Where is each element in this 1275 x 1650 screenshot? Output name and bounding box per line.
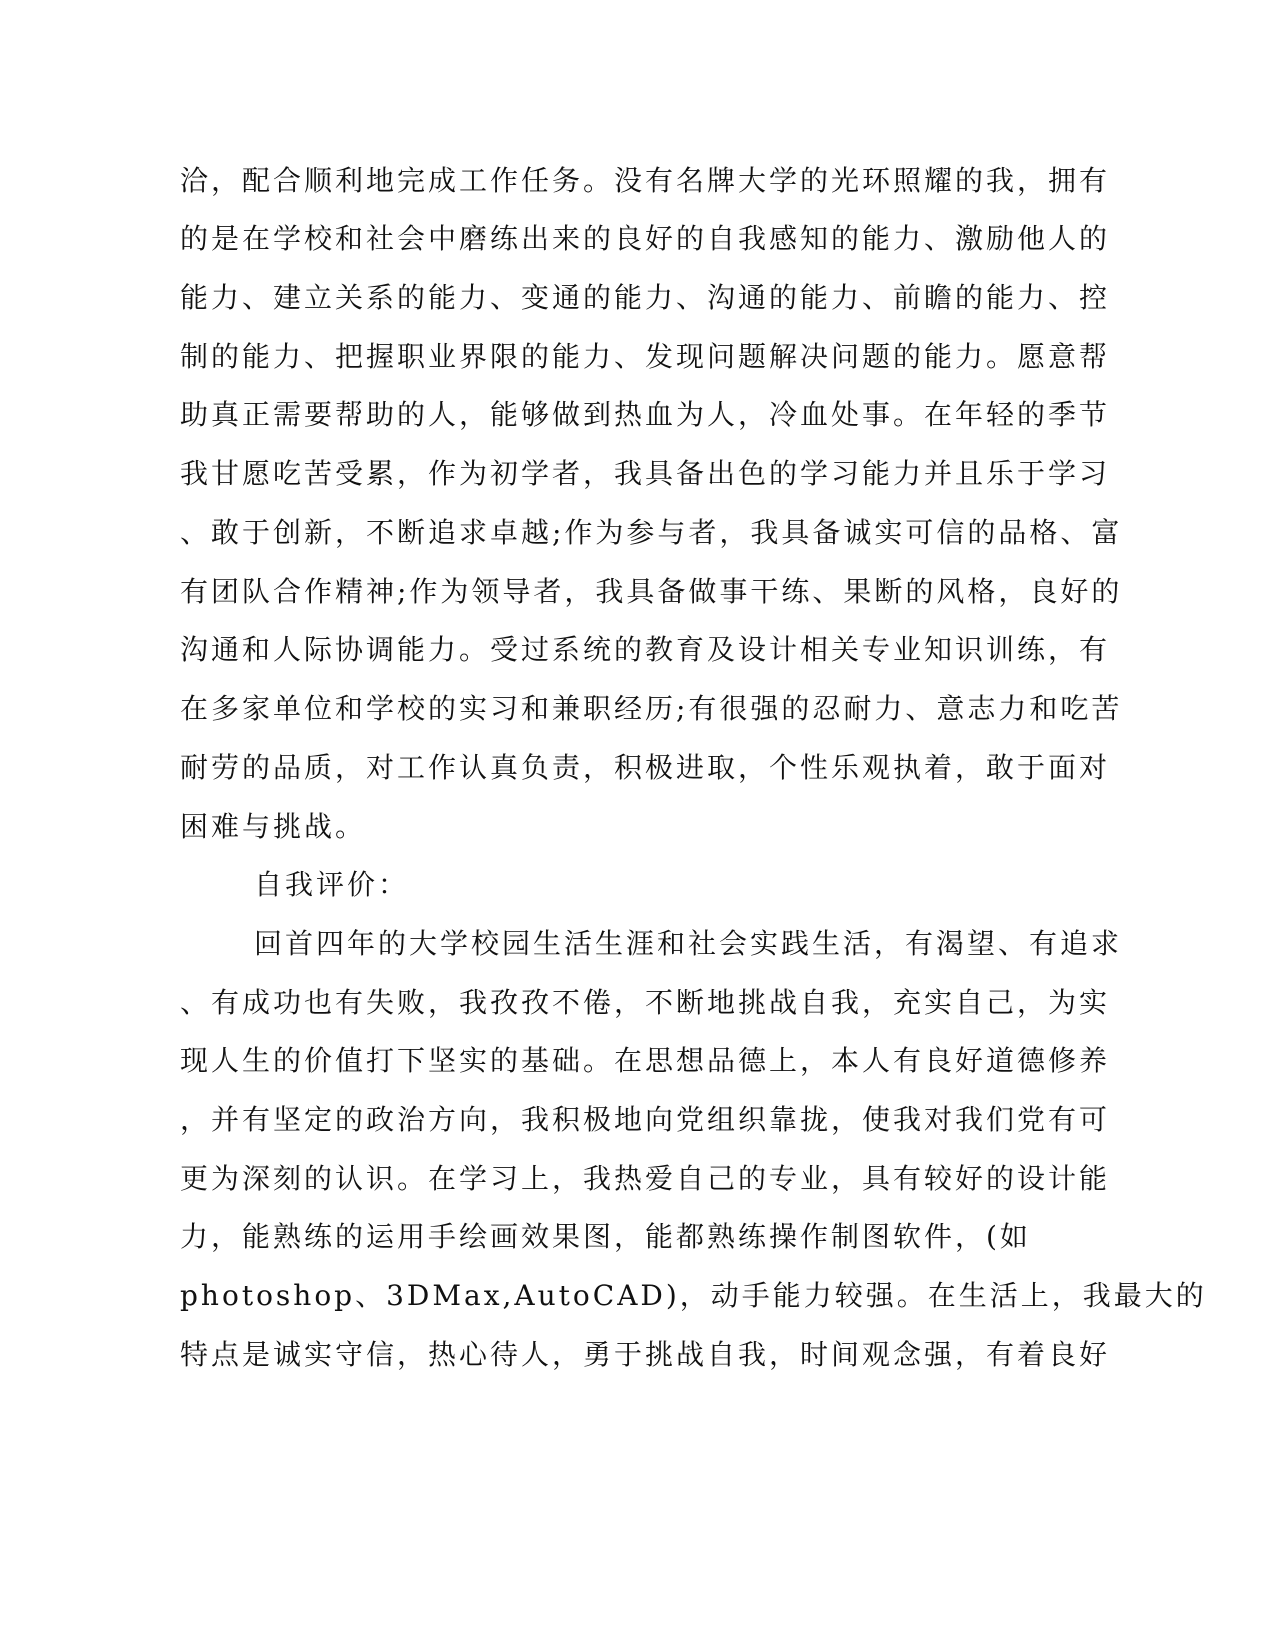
text-line: 回首四年的大学校园生活生涯和社会实践生活，有渴望、有追求 xyxy=(254,927,1123,960)
text-line: ，并有坚定的政治方向，我积极地向党组织靠拢，使我对我们党有可 xyxy=(180,1103,1111,1136)
text-line: 力，能熟练的运用手绘画效果图，能都熟练操作制图软件，(如 xyxy=(180,1220,1031,1253)
text-line: photoshop、3DMax,AutoCAD)，动手能力较强。在生活上，我最大的 xyxy=(180,1279,1207,1312)
text-line: 、有成功也有失败，我孜孜不倦，不断地挑战自我，充实自己，为实 xyxy=(180,986,1111,1019)
text-line: 更为深刻的认识。在学习上，我热爱自己的专业，具有较好的设计能 xyxy=(180,1162,1111,1195)
text-line: 耐劳的品质，对工作认真负责，积极进取，个性乐观执着，敢于面对 xyxy=(180,751,1111,784)
text-line: 制的能力、把握职业界限的能力、发现问题解决问题的能力。愿意帮 xyxy=(180,340,1111,373)
text-line: 能力、建立关系的能力、变通的能力、沟通的能力、前瞻的能力、控 xyxy=(180,281,1111,314)
text-line: 在多家单位和学校的实习和兼职经历;有很强的忍耐力、意志力和吃苦 xyxy=(180,692,1123,725)
text-line: 特点是诚实守信，热心待人，勇于挑战自我，时间观念强，有着良好 xyxy=(180,1338,1111,1371)
text-line: 、敢于创新，不断追求卓越;作为参与者，我具备诚实可信的品格、富 xyxy=(180,516,1123,549)
text-line: 沟通和人际协调能力。受过系统的教育及设计相关专业知识训练，有 xyxy=(180,633,1111,666)
text-line: 我甘愿吃苦受累，作为初学者，我具备出色的学习能力并且乐于学习 xyxy=(180,457,1111,490)
text-line: 现人生的价值打下坚实的基础。在思想品德上，本人有良好道德修养 xyxy=(180,1044,1111,1077)
text-line: 有团队合作精神;作为领导者，我具备做事干练、果断的风格，良好的 xyxy=(180,575,1123,608)
text-line: 困难与挑战。 xyxy=(180,810,367,843)
text-line: 的是在学校和社会中磨练出来的良好的自我感知的能力、激励他人的 xyxy=(180,222,1111,255)
text-line: 助真正需要帮助的人，能够做到热血为人，冷血处事。在年轻的季节 xyxy=(180,398,1111,431)
section-heading: 自我评价： xyxy=(254,868,410,901)
text-line: 洽，配合顺利地完成工作任务。没有名牌大学的光环照耀的我，拥有 xyxy=(180,164,1111,197)
